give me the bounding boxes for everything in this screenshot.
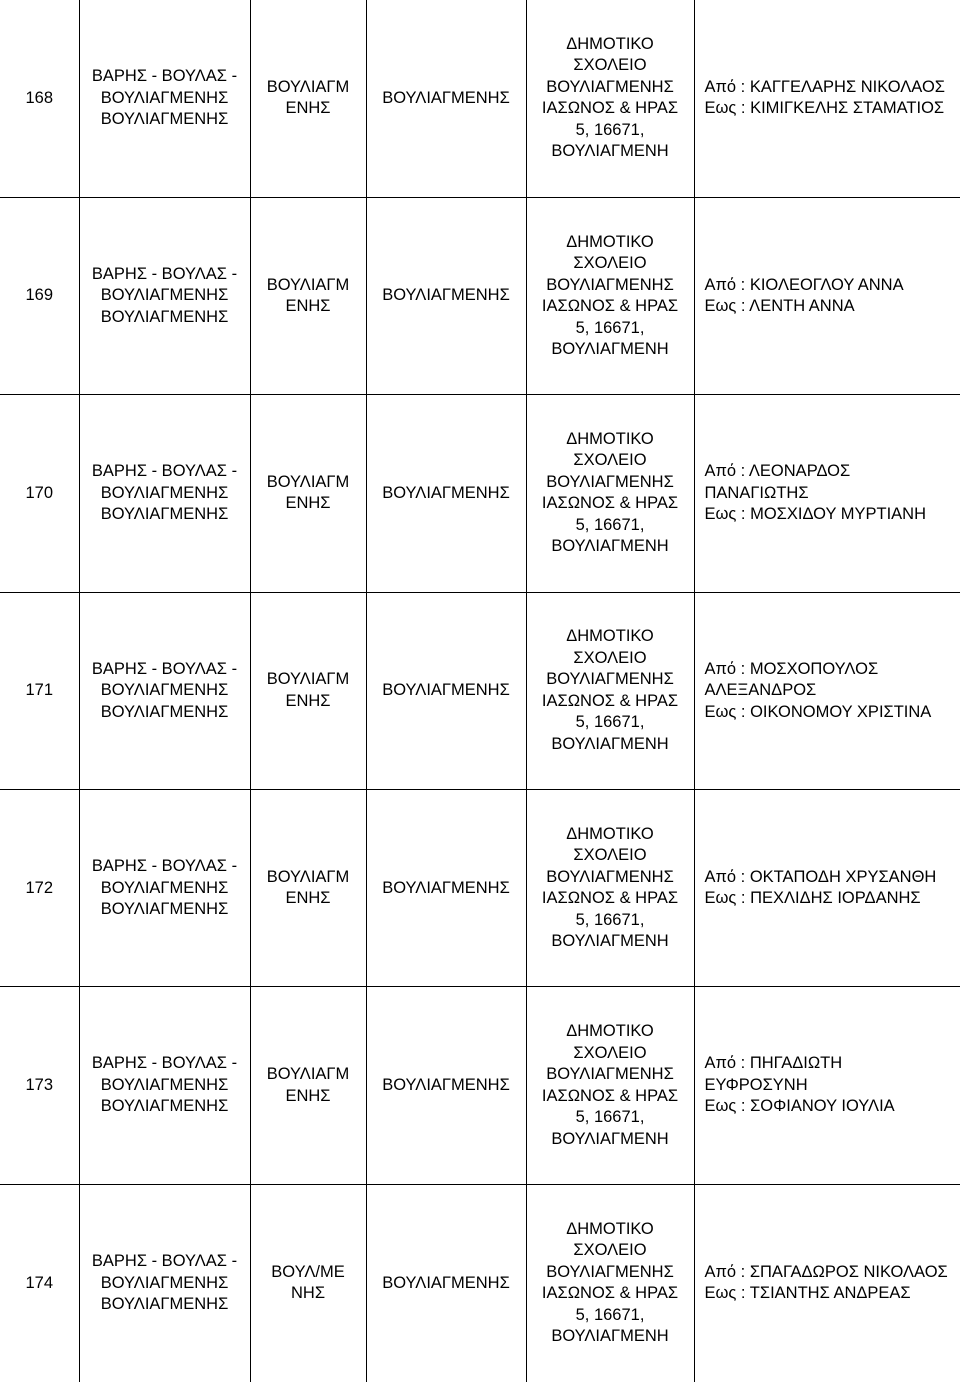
municipality-line: ΒΟΥΛΙΑΓΜΕΝΗΣ: [100, 88, 229, 107]
polling-station-line: ΒΟΥΛΙΑΓΜΕΝΗΣ: [546, 275, 674, 294]
municipal-unit-cell: [250, 987, 366, 1184]
municipality-cell: [79, 197, 250, 394]
polling-station-line: ΙΑΣΩΝΟΣ & ΗΡΑΣ: [541, 494, 679, 513]
table-row: [0, 592, 960, 789]
municipality-line: ΒΟΥΛΙΑΓΜΕΝΗΣ: [100, 286, 229, 305]
voter-range-cell: [694, 987, 960, 1184]
polling-station-line: ΙΑΣΩΝΟΣ & ΗΡΑΣ: [541, 691, 679, 710]
polling-station-line: ΣΧΟΛΕΙΟ: [573, 254, 647, 273]
table-row: [0, 0, 960, 197]
polling-station-line: ΔΗΜΟΤΙΚΟ: [566, 429, 654, 448]
polling-station-cell: [526, 0, 694, 197]
polling-station-line: ΙΑΣΩΝΟΣ & ΗΡΑΣ: [541, 1086, 679, 1105]
polling-station-line: ΔΗΜΟΤΙΚΟ: [566, 1219, 654, 1238]
municipality-line: ΒΑΡΗΣ - ΒΟΥΛΑΣ -: [91, 659, 238, 678]
voter-range-line: Από : ΜΟΣΧΟΠΟΥΛΟΣ: [704, 659, 879, 678]
municipal-unit-line: ΒΟΥΛ/ΜΕ: [271, 1262, 345, 1281]
voter-range-line: Από : ΛΕΟΝΑΡΔΟΣ: [704, 462, 851, 481]
municipal-unit-line: ΝΗΣ: [290, 1284, 326, 1303]
municipal-unit-line: ΒΟΥΛΙΑΓΜ: [266, 670, 350, 689]
polling-station-line: ΔΗΜΟΤΙΚΟ: [566, 1022, 654, 1041]
municipal-unit-line: ΕΝΗΣ: [285, 297, 331, 316]
municipality-line: ΒΟΥΛΙΑΓΜΕΝΗΣ: [100, 307, 229, 326]
district-cell: [366, 0, 526, 197]
table-row: [0, 987, 960, 1184]
district-cell: [366, 1184, 526, 1381]
voter-range-line: Από : ΟΚΤΑΠΟΔΗ ΧΡΥΣΑΝΘΗ: [704, 867, 937, 886]
voter-range-cell: [694, 395, 960, 592]
municipality-line: ΒΑΡΗΣ - ΒΟΥΛΑΣ -: [91, 1054, 238, 1073]
municipality-cell: [79, 0, 250, 197]
polling-station-line: ΔΗΜΟΤΙΚΟ: [566, 627, 654, 646]
polling-station-line: ΔΗΜΟΤΙΚΟ: [566, 34, 654, 53]
municipal-unit-line: ΕΝΗΣ: [285, 1086, 331, 1105]
table-row: [0, 395, 960, 592]
district-line: ΒΟΥΛΙΑΓΜΕΝΗΣ: [382, 88, 510, 107]
municipality-cell: [79, 395, 250, 592]
voter-range-line: Εως : ΛΕΝΤΗ ΑΝΝΑ: [704, 297, 855, 316]
municipality-line: ΒΑΡΗΣ - ΒΟΥΛΑΣ -: [91, 67, 238, 86]
voter-range-line: ΠΑΝΑΓΙΩΤΗΣ: [704, 483, 809, 502]
municipal-unit-line: ΒΟΥΛΙΑΓΜ: [266, 1065, 350, 1084]
municipality-line: ΒΟΥΛΙΑΓΜΕΝΗΣ: [100, 483, 229, 502]
district-line: ΒΟΥΛΙΑΓΜΕΝΗΣ: [382, 878, 510, 897]
municipal-unit-line: ΕΝΗΣ: [285, 494, 331, 513]
polling-station-line: 5, 16671,: [575, 713, 645, 732]
voter-range-line: ΕΥΦΡΟΣΥΝΗ: [704, 1075, 808, 1094]
polling-station-cell: [526, 395, 694, 592]
municipality-line: ΒΟΥΛΙΑΓΜΕΝΗΣ: [100, 702, 229, 721]
polling-station-line: ΔΗΜΟΤΙΚΟ: [566, 232, 654, 251]
municipal-unit-cell: [250, 0, 366, 197]
polling-station-cell: [526, 592, 694, 789]
municipal-unit-line: ΒΟΥΛΙΑΓΜ: [266, 867, 350, 886]
municipality-cell: [79, 592, 250, 789]
voter-range-line: ΑΛΕΞΑΝΔΡΟΣ: [704, 681, 817, 700]
polling-station-line: ΙΑΣΩΝΟΣ & ΗΡΑΣ: [541, 297, 679, 316]
voter-range-cell: [694, 790, 960, 987]
municipal-unit-cell: [250, 1184, 366, 1381]
polling-station-cell: [526, 790, 694, 987]
polling-station-line: ΣΧΟΛΕΙΟ: [573, 1241, 647, 1260]
district-line: ΒΟΥΛΙΑΓΜΕΝΗΣ: [382, 286, 510, 305]
row-number-cell: 169: [0, 197, 79, 394]
polling-station-line: 5, 16671,: [575, 1108, 645, 1127]
voter-range-line: Εως : ΣΟΦΙΑΝΟΥ ΙΟΥΛΙΑ: [704, 1097, 895, 1116]
polling-station-line: 5, 16671,: [575, 1305, 645, 1324]
municipal-unit-line: ΕΝΗΣ: [285, 691, 331, 710]
voter-range-line: Εως : ΠΕΧΛΙΔΗΣ ΙΟΡΔΑΝΗΣ: [704, 889, 921, 908]
municipal-unit-cell: [250, 197, 366, 394]
voter-range-line: Εως : ΜΟΣΧΙΔΟΥ ΜΥΡΤΙΑΝΗ: [704, 505, 926, 524]
municipality-line: ΒΟΥΛΙΑΓΜΕΝΗΣ: [100, 505, 229, 524]
municipality-cell: [79, 790, 250, 987]
polling-station-line: 5, 16671,: [575, 318, 645, 337]
polling-station-line: ΣΧΟΛΕΙΟ: [573, 1043, 647, 1062]
municipality-line: ΒΟΥΛΙΑΓΜΕΝΗΣ: [100, 1295, 229, 1314]
municipal-unit-cell: [250, 790, 366, 987]
municipality-cell: [79, 1184, 250, 1381]
polling-station-line: ΒΟΥΛΙΑΓΜΕΝΗ: [551, 537, 669, 556]
polling-station-line: ΣΧΟΛΕΙΟ: [573, 451, 647, 470]
municipal-unit-line: ΕΝΗΣ: [285, 99, 331, 118]
table-row: [0, 197, 960, 394]
voter-range-line: Εως : ΤΣΙΑΝΤΗΣ ΑΝΔΡΕΑΣ: [704, 1284, 911, 1303]
polling-station-line: ΒΟΥΛΙΑΓΜΕΝΗΣ: [546, 472, 674, 491]
voter-range-line: Εως : ΚΙΜΙΓΚΕΛΗΣ ΣΤΑΜΑΤΙΟΣ: [704, 99, 945, 118]
polling-station-line: ΙΑΣΩΝΟΣ & ΗΡΑΣ: [541, 889, 679, 908]
voter-range-line: Από : ΚΑΓΓΕΛΑΡΗΣ ΝΙΚΟΛΑΟΣ: [704, 77, 945, 96]
table-row: [0, 1184, 960, 1381]
polling-station-line: ΒΟΥΛΙΑΓΜΕΝΗ: [551, 340, 669, 359]
district-line: ΒΟΥΛΙΑΓΜΕΝΗΣ: [382, 1273, 510, 1292]
voter-range-line: Εως : ΟΙΚΟΝΟΜΟΥ ΧΡΙΣΤΙΝΑ: [704, 702, 932, 721]
voter-range-line: Από : ΚΙΟΛΕΟΓΛΟΥ ΑΝΝΑ: [704, 275, 904, 294]
polling-station-line: ΒΟΥΛΙΑΓΜΕΝΗΣ: [546, 1262, 674, 1281]
row-number-cell: 172: [0, 790, 79, 987]
municipality-line: ΒΟΥΛΙΑΓΜΕΝΗΣ: [100, 1097, 229, 1116]
polling-station-line: 5, 16671,: [575, 120, 645, 139]
polling-station-line: 5, 16671,: [575, 910, 645, 929]
voter-range-line: Από : ΣΠΑΓΑΔΩΡΟΣ ΝΙΚΟΛΑΟΣ: [704, 1262, 948, 1281]
district-cell: [366, 197, 526, 394]
table-row: [0, 790, 960, 987]
district-line: ΒΟΥΛΙΑΓΜΕΝΗΣ: [382, 483, 510, 502]
municipality-line: ΒΑΡΗΣ - ΒΟΥΛΑΣ -: [91, 264, 238, 283]
district-cell: [366, 790, 526, 987]
municipal-unit-line: ΒΟΥΛΙΑΓΜ: [266, 77, 350, 96]
municipality-line: ΒΟΥΛΙΑΓΜΕΝΗΣ: [100, 1273, 229, 1292]
municipal-unit-cell: [250, 592, 366, 789]
municipal-unit-line: ΒΟΥΛΙΑΓΜ: [266, 472, 350, 491]
polling-station-cell: [526, 1184, 694, 1381]
row-number-cell: 171: [0, 592, 79, 789]
polling-station-cell: [526, 987, 694, 1184]
polling-station-line: ΒΟΥΛΙΑΓΜΕΝΗΣ: [546, 77, 674, 96]
municipal-unit-line: ΒΟΥΛΙΑΓΜ: [266, 275, 350, 294]
polling-station-line: ΒΟΥΛΙΑΓΜΕΝΗΣ: [546, 1065, 674, 1084]
district-line: ΒΟΥΛΙΑΓΜΕΝΗΣ: [382, 1075, 510, 1094]
voter-range-line: Από : ΠΗΓΑΔΙΩΤΗ: [704, 1054, 843, 1073]
municipality-line: ΒΟΥΛΙΑΓΜΕΝΗΣ: [100, 900, 229, 918]
municipality-line: ΒΟΥΛΙΑΓΜΕΝΗΣ: [100, 110, 229, 129]
municipal-unit-cell: [250, 395, 366, 592]
polling-station-line: ΙΑΣΩΝΟΣ & ΗΡΑΣ: [541, 1284, 679, 1303]
polling-station-line: ΒΟΥΛΙΑΓΜΕΝΗ: [551, 734, 669, 753]
district-cell: [366, 592, 526, 789]
polling-station-line: ΒΟΥΛΙΑΓΜΕΝΗ: [551, 142, 669, 161]
polling-station-line: ΔΗΜΟΤΙΚΟ: [566, 824, 654, 843]
municipality-line: ΒΟΥΛΙΑΓΜΕΝΗΣ: [100, 878, 229, 897]
municipal-unit-line: ΕΝΗΣ: [285, 889, 331, 908]
polling-station-cell: [526, 197, 694, 394]
row-number-cell: 173: [0, 987, 79, 1184]
polling-station-line: ΒΟΥΛΙΑΓΜΕΝΗ: [551, 1129, 669, 1148]
voter-range-cell: [694, 0, 960, 197]
polling-station-line: ΣΧΟΛΕΙΟ: [573, 648, 647, 667]
polling-station-line: ΒΟΥΛΙΑΓΜΕΝΗ: [551, 1327, 669, 1346]
voter-range-cell: [694, 592, 960, 789]
district-cell: [366, 987, 526, 1184]
voter-range-cell: [694, 1184, 960, 1381]
municipality-cell: [79, 987, 250, 1184]
polling-station-line: ΒΟΥΛΙΑΓΜΕΝΗΣ: [546, 867, 674, 886]
polling-station-line: ΣΧΟΛΕΙΟ: [573, 56, 647, 75]
row-number-cell: 168: [0, 0, 79, 197]
polling-station-line: ΣΧΟΛΕΙΟ: [573, 846, 647, 865]
polling-station-line: ΙΑΣΩΝΟΣ & ΗΡΑΣ: [541, 99, 679, 118]
municipality-line: ΒΑΡΗΣ - ΒΟΥΛΑΣ -: [91, 1252, 238, 1271]
row-number-cell: 174: [0, 1184, 79, 1381]
polling-station-line: ΒΟΥΛΙΑΓΜΕΝΗ: [551, 932, 669, 951]
municipality-line: ΒΑΡΗΣ - ΒΟΥΛΑΣ -: [91, 462, 238, 481]
polling-station-line: ΒΟΥΛΙΑΓΜΕΝΗΣ: [546, 670, 674, 689]
municipality-line: ΒΟΥΛΙΑΓΜΕΝΗΣ: [100, 681, 229, 700]
district-cell: [366, 395, 526, 592]
polling-station-line: 5, 16671,: [575, 515, 645, 534]
municipality-line: ΒΟΥΛΙΑΓΜΕΝΗΣ: [100, 1075, 229, 1094]
row-number-cell: 170: [0, 395, 79, 592]
municipality-line: ΒΑΡΗΣ - ΒΟΥΛΑΣ -: [91, 857, 238, 875]
voter-range-cell: [694, 197, 960, 394]
district-line: ΒΟΥΛΙΑΓΜΕΝΗΣ: [382, 681, 510, 700]
